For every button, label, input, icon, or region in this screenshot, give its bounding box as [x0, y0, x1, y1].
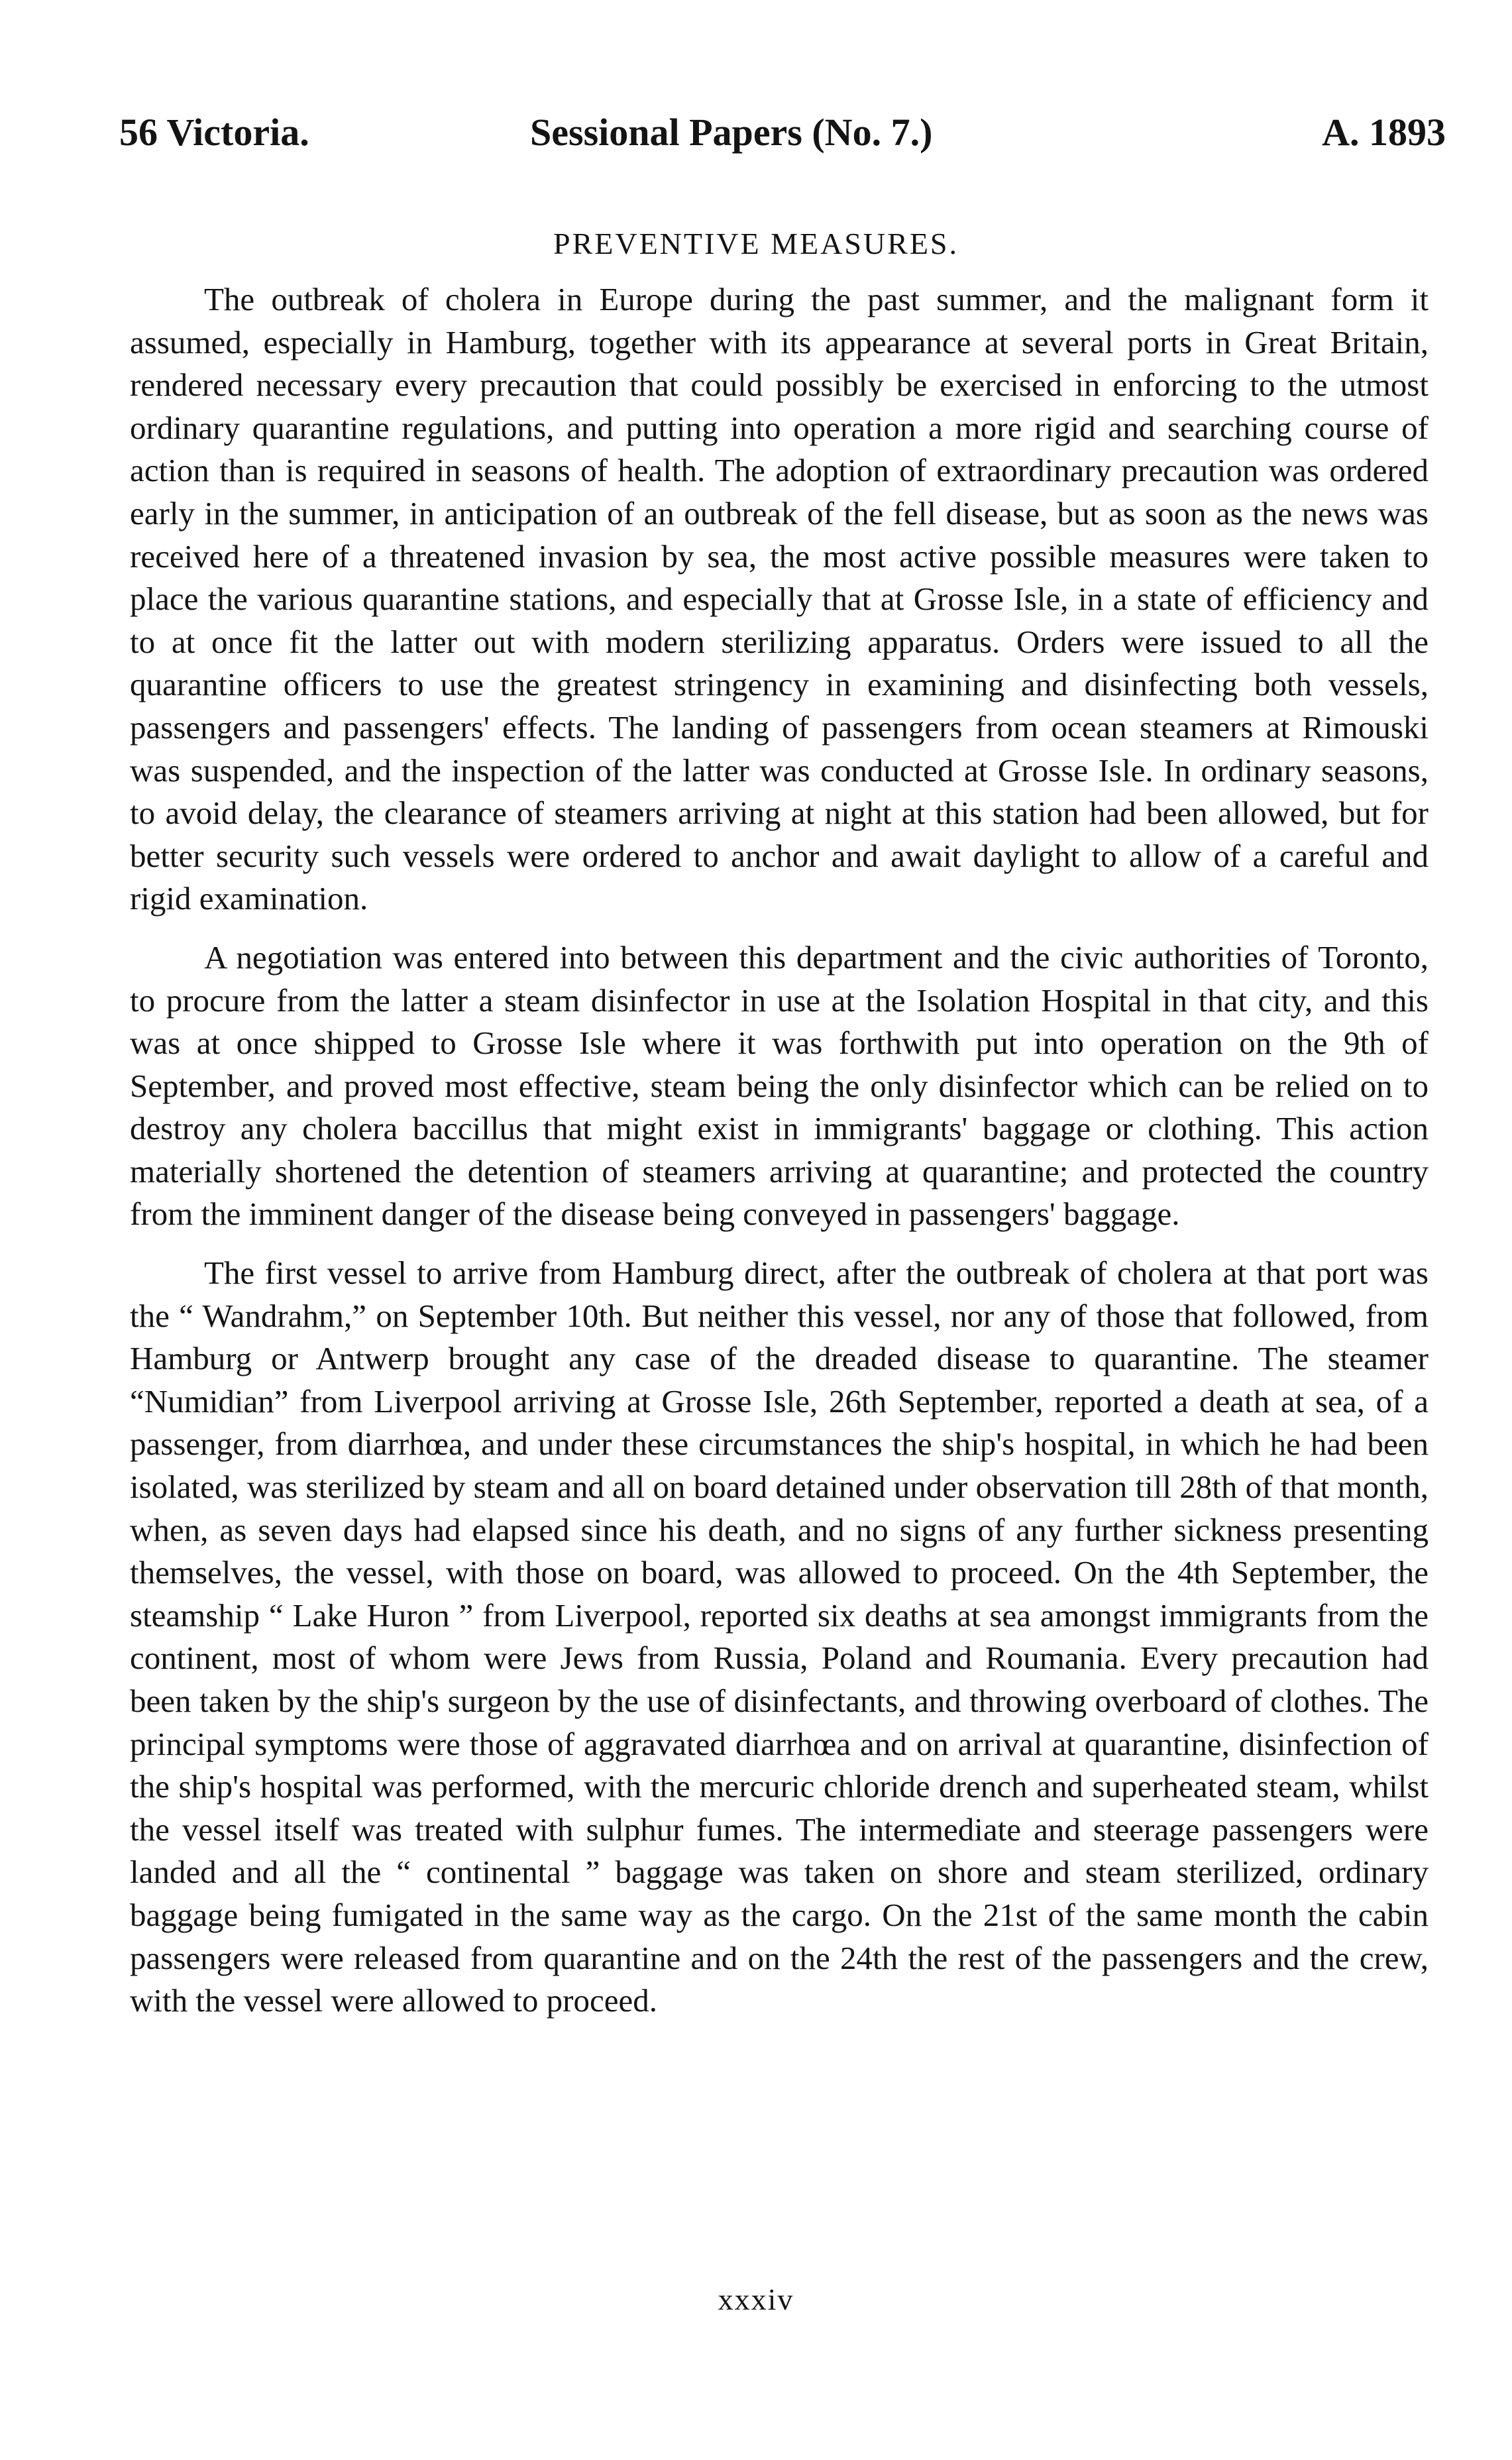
section-title: PREVENTIVE MEASURES. — [553, 227, 959, 260]
body-text — [130, 278, 1429, 2039]
running-header — [119, 106, 1446, 159]
header-sessional-papers: Sessional Papers (No. 7.) — [530, 111, 933, 154]
page-number: xxxiv — [718, 2282, 794, 2316]
paragraph: The outbreak of cholera in Europe during the past summer, and the malignant form it assumed, especially in Hamburg, together with its appearance at several ports in Great Britain, rendered necessary every precaution that could possibly be exercised in enforcing to the utmost ordinary quarantine regulations, and putting into operation a more rigid and searching course of action than is required in seasons of health. The adoption of extraordinary precaution was ordered early in the summer, in anticipation of an outbreak of the fell disease, but as soon as the news was received here of a threatened invasion by sea, the most active possible measures were taken to place the various quarantine stations, and especially that at Grosse Isle, in a state of efficiency and to at once fit the latter out with modern sterilizing apparatus. Orders were issued to all the quarantine officers to use the greatest stringency in examining and disinfecting both vessels, passengers and passengers' effects. The landing of passengers from ocean steamers at Rimouski was suspended, and the inspection of the latter was conducted at Grosse Isle. In ordinary seasons, to avoid delay, the clearance of steamers arriving at night at this station had been allowed, but for better security such vessels were ordered to anchor and await daylight to allow of a careful and rigid examination. — [130, 281, 1429, 917]
paragraph: The first vessel to arrive from Hamburg direct, after the outbreak of cholera at that port was the “ Wandrahm,” on September 10th. But neither this vessel, nor any of those that followed, from Hamburg or Antwerp brought any case of the dreaded disease to quarantine. The steamer “Numidian” from Liverpool arriving at Grosse Isle, 26th September, reported a death at sea, of a passenger, from diarrhœa, and under these circumstances the ship's hospital, in which he had been isolated, was sterilized by steam and all on board detained under observation till 28th of that month, when, as seven days had elapsed since his death, and no signs of any further sickness presenting themselves, the vessel, with those on board, was allowed to proceed. On the 4th September, the steamship “ Lake Huron ” from Liverpool, reported six deaths at sea amongst immigrants from the continent, most of whom were Jews from Russia, Poland and Roumania. Every precaution had been taken by the ship's surgeon by the use of disinfectants, and throwing overboard of clothes. The principal symptoms were those of aggravated diarrhœa and on arrival at quarantine, disinfection of the ship's hospital was performed, with the mercuric chloride drench and superheated steam, whilst the vessel itself was treated with sulphur fumes. The intermediate and steerage passengers were landed and all the “ continental ” baggage was taken on shore and steam sterilized, ordinary baggage being fumigated in the same way as the cargo. On the 21st of the same month the cabin passengers were released from quarantine and on the 24th the rest of the passengers and the crew, with the vessel were allowed to proceed. — [130, 1255, 1429, 2019]
paragraph: A negotiation was entered into between this department and the civic authorities of Toronto, to procure from the latter a steam disinfector in use at the Isolation Hospital in that city, and this was at once shipped to Grosse Isle where it was forthwith put into operation on the 9th of September, and proved most effective, steam being the only disinfector which can be relied on to destroy any cholera baccillus that might exist in immigrants' baggage or clothing. This action materially shortened the detention of steamers arriving at quarantine; and protected the country from the imminent danger of the disease being conveyed in passengers' baggage. — [130, 938, 1429, 1233]
header-session: 56 Victoria. — [119, 111, 309, 154]
header-year: A. 1893 — [1322, 111, 1446, 154]
